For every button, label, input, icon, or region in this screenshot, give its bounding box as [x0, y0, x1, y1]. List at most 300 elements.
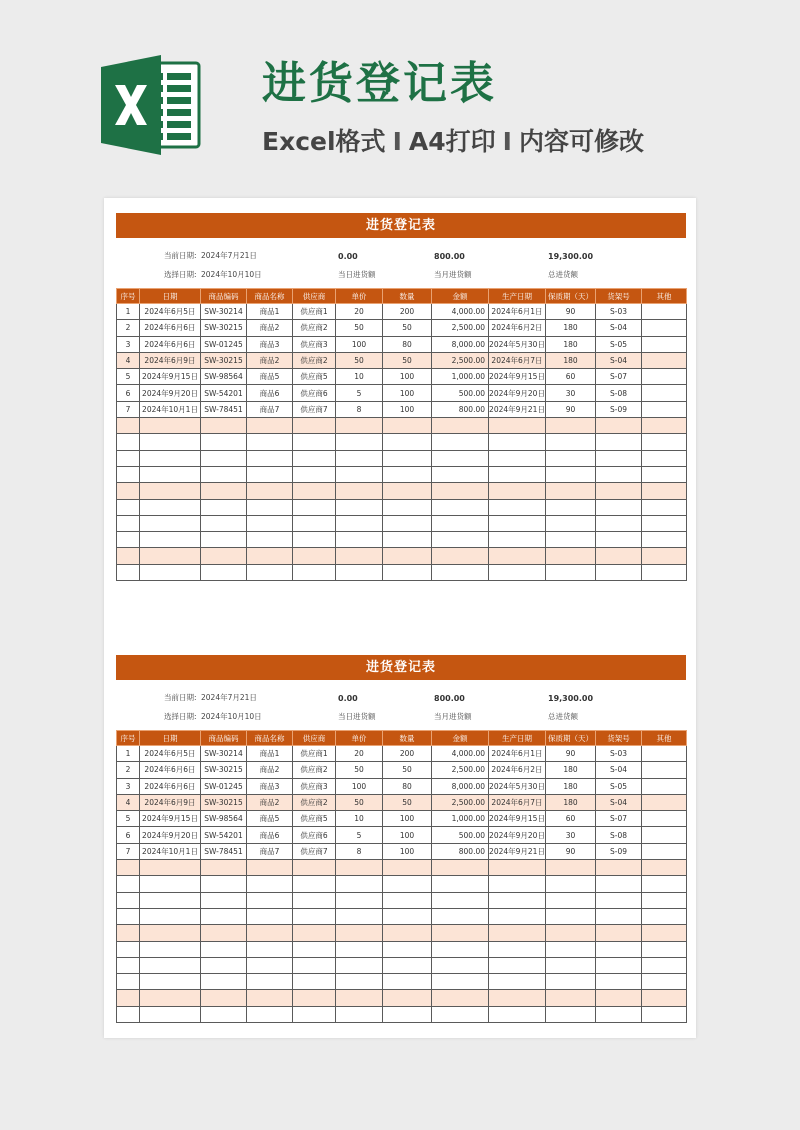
table-cell[interactable]: 100	[383, 811, 432, 827]
table-cell[interactable]: 1,000.00	[432, 811, 489, 827]
table-cell[interactable]	[546, 532, 596, 548]
table-cell[interactable]	[432, 483, 489, 499]
table-cell[interactable]	[117, 908, 140, 924]
table-cell[interactable]	[596, 483, 642, 499]
table-cell[interactable]	[117, 466, 140, 482]
table-cell[interactable]	[336, 564, 383, 580]
table-cell[interactable]	[596, 974, 642, 990]
table-cell[interactable]: SW-01245	[201, 778, 247, 794]
table-cell[interactable]	[489, 957, 546, 973]
table-cell[interactable]	[489, 1006, 546, 1022]
table-cell[interactable]	[293, 860, 336, 876]
table-cell[interactable]: 供应商3	[293, 778, 336, 794]
table-cell[interactable]	[642, 778, 687, 794]
table-cell[interactable]: 100	[383, 369, 432, 385]
table-cell[interactable]: 180	[546, 320, 596, 336]
table-cell[interactable]	[293, 957, 336, 973]
table-cell[interactable]: SW-98564	[201, 369, 247, 385]
table-cell[interactable]	[432, 418, 489, 434]
table-cell[interactable]	[247, 483, 293, 499]
table-cell[interactable]: 180	[546, 336, 596, 352]
table-cell[interactable]: 商品2	[247, 762, 293, 778]
table-cell[interactable]: 商品6	[247, 385, 293, 401]
table-cell[interactable]	[247, 548, 293, 564]
table-cell[interactable]: S-04	[596, 352, 642, 368]
table-cell[interactable]: 1	[117, 746, 140, 762]
table-cell[interactable]: S-05	[596, 778, 642, 794]
table-cell[interactable]	[140, 974, 201, 990]
table-cell[interactable]	[336, 483, 383, 499]
table-cell[interactable]: SW-30215	[201, 320, 247, 336]
table-cell[interactable]	[247, 990, 293, 1006]
table-cell[interactable]	[247, 941, 293, 957]
table-cell[interactable]	[596, 418, 642, 434]
table-cell[interactable]	[117, 990, 140, 1006]
table-cell[interactable]: 100	[336, 336, 383, 352]
table-cell[interactable]	[432, 564, 489, 580]
table-cell[interactable]: 供应商3	[293, 336, 336, 352]
table-cell[interactable]	[489, 860, 546, 876]
table-cell[interactable]: 商品7	[247, 843, 293, 859]
table-cell[interactable]: 2024年10月1日	[140, 401, 201, 417]
table-cell[interactable]	[642, 532, 687, 548]
table-cell[interactable]: 60	[546, 369, 596, 385]
table-cell[interactable]	[642, 843, 687, 859]
table-cell[interactable]	[489, 548, 546, 564]
table-cell[interactable]	[336, 434, 383, 450]
table-cell[interactable]	[140, 434, 201, 450]
table-cell[interactable]: 2024年9月15日	[489, 811, 546, 827]
table-cell[interactable]: 2	[117, 320, 140, 336]
table-cell[interactable]: 供应商2	[293, 352, 336, 368]
table-cell[interactable]	[432, 941, 489, 957]
table-cell[interactable]	[546, 548, 596, 564]
table-cell[interactable]	[489, 466, 546, 482]
table-cell[interactable]: 90	[546, 304, 596, 320]
table-cell[interactable]	[247, 418, 293, 434]
table-cell[interactable]: 商品2	[247, 320, 293, 336]
table-cell[interactable]: 200	[383, 304, 432, 320]
table-cell[interactable]	[642, 320, 687, 336]
table-cell[interactable]: 3	[117, 778, 140, 794]
table-cell[interactable]	[293, 418, 336, 434]
table-cell[interactable]	[546, 466, 596, 482]
table-cell[interactable]	[247, 450, 293, 466]
table-cell[interactable]	[201, 564, 247, 580]
table-cell[interactable]	[432, 434, 489, 450]
table-cell[interactable]: 2024年6月6日	[140, 762, 201, 778]
table-cell[interactable]	[642, 385, 687, 401]
table-cell[interactable]: 50	[383, 352, 432, 368]
table-cell[interactable]	[201, 418, 247, 434]
table-cell[interactable]: 2024年9月20日	[489, 385, 546, 401]
table-cell[interactable]	[596, 908, 642, 924]
table-cell[interactable]	[336, 892, 383, 908]
table-cell[interactable]: SW-54201	[201, 827, 247, 843]
table-cell[interactable]	[596, 876, 642, 892]
table-cell[interactable]: 4,000.00	[432, 304, 489, 320]
table-cell[interactable]	[293, 515, 336, 531]
table-cell[interactable]: 90	[546, 843, 596, 859]
table-cell[interactable]	[140, 925, 201, 941]
table-cell[interactable]	[432, 499, 489, 515]
table-cell[interactable]: 4	[117, 794, 140, 810]
table-cell[interactable]: S-03	[596, 304, 642, 320]
table-cell[interactable]: 3	[117, 336, 140, 352]
table-cell[interactable]: 2024年5月30日	[489, 336, 546, 352]
table-cell[interactable]	[596, 532, 642, 548]
table-cell[interactable]	[489, 483, 546, 499]
table-cell[interactable]	[247, 564, 293, 580]
table-cell[interactable]	[140, 499, 201, 515]
table-cell[interactable]	[489, 990, 546, 1006]
table-cell[interactable]	[117, 892, 140, 908]
table-cell[interactable]: 6	[117, 827, 140, 843]
table-cell[interactable]	[201, 515, 247, 531]
table-cell[interactable]: 2	[117, 762, 140, 778]
current-date-value[interactable]: 2024年7月21日	[201, 251, 257, 260]
table-cell[interactable]: 50	[336, 320, 383, 336]
table-cell[interactable]: 8,000.00	[432, 336, 489, 352]
table-cell[interactable]	[546, 418, 596, 434]
table-cell[interactable]: 供应商7	[293, 843, 336, 859]
table-cell[interactable]	[247, 499, 293, 515]
table-cell[interactable]: 90	[546, 746, 596, 762]
table-cell[interactable]	[546, 990, 596, 1006]
table-cell[interactable]	[201, 990, 247, 1006]
table-cell[interactable]: 5	[117, 811, 140, 827]
table-cell[interactable]	[336, 466, 383, 482]
table-cell[interactable]	[546, 941, 596, 957]
table-cell[interactable]	[201, 532, 247, 548]
table-cell[interactable]	[489, 925, 546, 941]
table-cell[interactable]: 180	[546, 762, 596, 778]
table-cell[interactable]	[140, 957, 201, 973]
table-cell[interactable]: 供应商2	[293, 794, 336, 810]
table-cell[interactable]	[336, 957, 383, 973]
table-cell[interactable]	[642, 499, 687, 515]
table-cell[interactable]	[546, 483, 596, 499]
table-cell[interactable]: 2024年9月20日	[140, 827, 201, 843]
table-cell[interactable]	[201, 892, 247, 908]
table-cell[interactable]	[336, 925, 383, 941]
table-cell[interactable]	[383, 499, 432, 515]
table-cell[interactable]	[247, 974, 293, 990]
table-cell[interactable]: SW-30214	[201, 304, 247, 320]
table-cell[interactable]: 2024年6月2日	[489, 762, 546, 778]
table-cell[interactable]	[293, 532, 336, 548]
table-cell[interactable]	[546, 925, 596, 941]
table-cell[interactable]	[383, 450, 432, 466]
table-cell[interactable]: S-04	[596, 320, 642, 336]
table-cell[interactable]	[489, 532, 546, 548]
table-cell[interactable]	[140, 466, 201, 482]
table-cell[interactable]	[201, 548, 247, 564]
table-cell[interactable]: S-04	[596, 762, 642, 778]
table-cell[interactable]	[140, 1006, 201, 1022]
table-cell[interactable]	[489, 515, 546, 531]
table-cell[interactable]: 2024年6月7日	[489, 352, 546, 368]
table-cell[interactable]: 50	[336, 794, 383, 810]
table-cell[interactable]: 供应商7	[293, 401, 336, 417]
table-cell[interactable]	[201, 466, 247, 482]
table-cell[interactable]	[117, 483, 140, 499]
table-cell[interactable]	[201, 876, 247, 892]
table-cell[interactable]: 2024年6月6日	[140, 320, 201, 336]
table-cell[interactable]	[489, 876, 546, 892]
table-cell[interactable]	[596, 434, 642, 450]
table-cell[interactable]	[117, 499, 140, 515]
table-cell[interactable]: 商品5	[247, 811, 293, 827]
table-cell[interactable]: SW-30214	[201, 746, 247, 762]
table-cell[interactable]: 2024年6月7日	[489, 794, 546, 810]
table-cell[interactable]	[117, 925, 140, 941]
table-cell[interactable]	[546, 499, 596, 515]
table-cell[interactable]	[201, 941, 247, 957]
table-cell[interactable]: 50	[336, 762, 383, 778]
table-cell[interactable]: 800.00	[432, 843, 489, 859]
table-cell[interactable]	[432, 515, 489, 531]
table-cell[interactable]: 2,500.00	[432, 352, 489, 368]
table-cell[interactable]	[247, 860, 293, 876]
table-cell[interactable]	[546, 450, 596, 466]
table-cell[interactable]	[293, 548, 336, 564]
table-cell[interactable]	[293, 564, 336, 580]
table-cell[interactable]	[383, 548, 432, 564]
table-cell[interactable]	[596, 499, 642, 515]
table-cell[interactable]: S-07	[596, 811, 642, 827]
table-cell[interactable]	[642, 483, 687, 499]
table-cell[interactable]	[201, 450, 247, 466]
table-cell[interactable]	[201, 483, 247, 499]
table-cell[interactable]	[201, 860, 247, 876]
table-cell[interactable]	[432, 925, 489, 941]
table-cell[interactable]	[489, 450, 546, 466]
table-cell[interactable]: 8,000.00	[432, 778, 489, 794]
table-cell[interactable]: 7	[117, 843, 140, 859]
table-cell[interactable]	[201, 499, 247, 515]
table-cell[interactable]: 8	[336, 401, 383, 417]
table-cell[interactable]	[201, 974, 247, 990]
table-cell[interactable]: 30	[546, 827, 596, 843]
table-cell[interactable]	[117, 876, 140, 892]
table-cell[interactable]: SW-30215	[201, 352, 247, 368]
table-cell[interactable]: 2024年6月6日	[140, 778, 201, 794]
table-cell[interactable]	[383, 941, 432, 957]
table-cell[interactable]: 2,500.00	[432, 794, 489, 810]
table-cell[interactable]: 商品6	[247, 827, 293, 843]
table-cell[interactable]: 2024年6月2日	[489, 320, 546, 336]
table-cell[interactable]: 6	[117, 385, 140, 401]
table-cell[interactable]: 180	[546, 794, 596, 810]
table-cell[interactable]: 100	[383, 827, 432, 843]
table-cell[interactable]: 供应商6	[293, 827, 336, 843]
table-cell[interactable]: 200	[383, 746, 432, 762]
table-cell[interactable]	[383, 532, 432, 548]
table-cell[interactable]	[293, 499, 336, 515]
table-cell[interactable]: SW-30215	[201, 794, 247, 810]
table-cell[interactable]	[383, 515, 432, 531]
table-cell[interactable]	[383, 974, 432, 990]
table-cell[interactable]	[117, 434, 140, 450]
table-cell[interactable]	[432, 990, 489, 1006]
table-cell[interactable]	[596, 925, 642, 941]
table-cell[interactable]	[432, 548, 489, 564]
table-cell[interactable]	[642, 336, 687, 352]
table-cell[interactable]	[383, 876, 432, 892]
table-cell[interactable]	[293, 925, 336, 941]
table-cell[interactable]: 2024年6月1日	[489, 304, 546, 320]
table-cell[interactable]	[247, 1006, 293, 1022]
table-cell[interactable]	[596, 466, 642, 482]
table-cell[interactable]	[546, 860, 596, 876]
table-cell[interactable]	[117, 941, 140, 957]
table-cell[interactable]	[336, 1006, 383, 1022]
table-cell[interactable]	[336, 515, 383, 531]
table-cell[interactable]	[432, 908, 489, 924]
table-cell[interactable]	[117, 860, 140, 876]
table-cell[interactable]	[546, 434, 596, 450]
table-cell[interactable]	[140, 532, 201, 548]
table-cell[interactable]	[117, 515, 140, 531]
table-cell[interactable]	[247, 532, 293, 548]
table-cell[interactable]: SW-01245	[201, 336, 247, 352]
table-cell[interactable]: 30	[546, 385, 596, 401]
table-cell[interactable]	[642, 548, 687, 564]
table-cell[interactable]	[642, 990, 687, 1006]
table-cell[interactable]: 商品3	[247, 778, 293, 794]
table-cell[interactable]: 500.00	[432, 827, 489, 843]
table-cell[interactable]	[140, 450, 201, 466]
table-cell[interactable]	[546, 515, 596, 531]
table-cell[interactable]	[642, 974, 687, 990]
table-cell[interactable]	[642, 1006, 687, 1022]
current-date-value[interactable]: 2024年7月21日	[201, 693, 257, 702]
table-cell[interactable]: S-08	[596, 827, 642, 843]
table-cell[interactable]: 2024年9月21日	[489, 843, 546, 859]
table-cell[interactable]	[336, 974, 383, 990]
table-cell[interactable]	[642, 892, 687, 908]
table-cell[interactable]: 50	[383, 320, 432, 336]
table-cell[interactable]	[383, 860, 432, 876]
table-cell[interactable]: 100	[383, 401, 432, 417]
table-cell[interactable]	[383, 466, 432, 482]
table-cell[interactable]: 供应商6	[293, 385, 336, 401]
table-cell[interactable]: 180	[546, 352, 596, 368]
table-cell[interactable]	[293, 974, 336, 990]
table-cell[interactable]	[432, 957, 489, 973]
table-cell[interactable]	[432, 876, 489, 892]
table-cell[interactable]: 100	[383, 843, 432, 859]
table-cell[interactable]	[140, 548, 201, 564]
table-cell[interactable]	[642, 304, 687, 320]
table-cell[interactable]	[383, 925, 432, 941]
table-cell[interactable]: SW-98564	[201, 811, 247, 827]
table-cell[interactable]: 2024年9月21日	[489, 401, 546, 417]
table-cell[interactable]: S-07	[596, 369, 642, 385]
table-cell[interactable]	[642, 876, 687, 892]
table-cell[interactable]	[642, 418, 687, 434]
table-cell[interactable]	[642, 401, 687, 417]
table-cell[interactable]: 商品2	[247, 352, 293, 368]
table-cell[interactable]	[383, 892, 432, 908]
table-cell[interactable]	[546, 974, 596, 990]
table-cell[interactable]	[293, 908, 336, 924]
table-cell[interactable]	[247, 466, 293, 482]
table-cell[interactable]: 4	[117, 352, 140, 368]
table-cell[interactable]: 商品1	[247, 304, 293, 320]
table-cell[interactable]	[489, 564, 546, 580]
table-cell[interactable]: 2024年6月5日	[140, 746, 201, 762]
table-cell[interactable]: 2024年9月15日	[489, 369, 546, 385]
table-cell[interactable]: 10	[336, 369, 383, 385]
table-cell[interactable]	[546, 876, 596, 892]
table-cell[interactable]: 60	[546, 811, 596, 827]
table-cell[interactable]: 2,500.00	[432, 762, 489, 778]
table-cell[interactable]	[546, 892, 596, 908]
table-cell[interactable]	[432, 1006, 489, 1022]
table-cell[interactable]	[140, 564, 201, 580]
table-cell[interactable]	[489, 434, 546, 450]
table-cell[interactable]	[293, 876, 336, 892]
table-cell[interactable]	[247, 515, 293, 531]
table-cell[interactable]: 供应商1	[293, 746, 336, 762]
table-cell[interactable]	[336, 499, 383, 515]
table-cell[interactable]	[336, 450, 383, 466]
table-cell[interactable]	[140, 860, 201, 876]
table-cell[interactable]	[293, 450, 336, 466]
table-cell[interactable]	[293, 892, 336, 908]
table-cell[interactable]	[642, 369, 687, 385]
table-cell[interactable]	[383, 564, 432, 580]
table-cell[interactable]	[596, 860, 642, 876]
table-cell[interactable]	[336, 548, 383, 564]
table-cell[interactable]: 80	[383, 336, 432, 352]
table-cell[interactable]: 2024年9月20日	[489, 827, 546, 843]
table-cell[interactable]: 50	[336, 352, 383, 368]
table-cell[interactable]	[117, 532, 140, 548]
table-cell[interactable]: S-05	[596, 336, 642, 352]
table-cell[interactable]	[642, 564, 687, 580]
table-cell[interactable]	[642, 908, 687, 924]
table-cell[interactable]: 10	[336, 811, 383, 827]
table-cell[interactable]	[140, 418, 201, 434]
table-cell[interactable]	[596, 1006, 642, 1022]
table-cell[interactable]	[383, 908, 432, 924]
table-cell[interactable]: 供应商5	[293, 811, 336, 827]
table-cell[interactable]	[489, 941, 546, 957]
table-cell[interactable]	[383, 1006, 432, 1022]
table-cell[interactable]: 2024年9月20日	[140, 385, 201, 401]
table-cell[interactable]	[247, 876, 293, 892]
table-cell[interactable]	[489, 499, 546, 515]
table-cell[interactable]	[546, 908, 596, 924]
table-cell[interactable]	[117, 548, 140, 564]
table-cell[interactable]	[201, 908, 247, 924]
table-cell[interactable]	[642, 746, 687, 762]
table-cell[interactable]	[432, 532, 489, 548]
table-cell[interactable]	[432, 974, 489, 990]
table-cell[interactable]	[642, 811, 687, 827]
table-cell[interactable]	[336, 860, 383, 876]
table-cell[interactable]: 20	[336, 746, 383, 762]
table-cell[interactable]: 90	[546, 401, 596, 417]
table-cell[interactable]: 2024年6月1日	[489, 746, 546, 762]
table-cell[interactable]	[201, 434, 247, 450]
table-cell[interactable]	[336, 908, 383, 924]
table-cell[interactable]: 100	[336, 778, 383, 794]
table-cell[interactable]	[293, 483, 336, 499]
